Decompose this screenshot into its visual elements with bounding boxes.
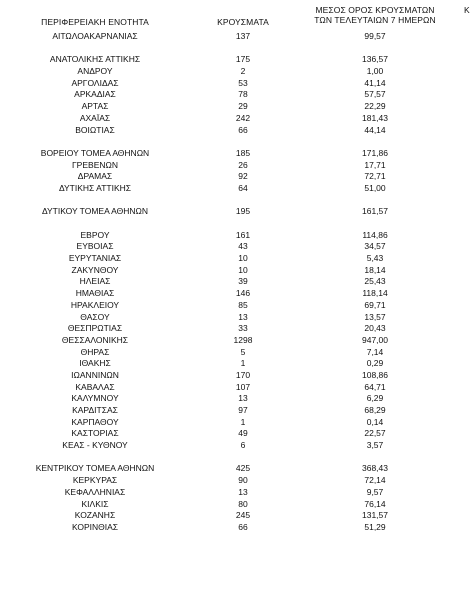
- cell-cases: 80: [238, 498, 248, 509]
- cell-cases: 107: [235, 381, 251, 392]
- cell-7day-average: 6,29: [366, 393, 384, 404]
- table-row: [0, 101, 471, 113]
- table-row: [0, 522, 471, 534]
- cell-7day-average: 64,71: [364, 381, 386, 392]
- cell-region: ΚΕΡΚΥΡΑΣ: [72, 475, 118, 486]
- cell-7day-average: 7,14: [366, 346, 384, 357]
- cell-region: ΑΡΓΟΛΙΔΑΣ: [71, 77, 119, 88]
- cell-7day-average: 34,57: [364, 241, 386, 252]
- cell-7day-average: 22,29: [364, 101, 386, 112]
- cell-cases: 242: [235, 112, 251, 123]
- cell-region: ΒΟΡΕΙΟΥ ΤΟΜΕΑ ΑΘΗΝΩΝ: [40, 147, 150, 158]
- cell-7day-average: 57,57: [364, 89, 386, 100]
- cell-cases: 1: [240, 358, 246, 369]
- cell-7day-average: 20,43: [364, 323, 386, 334]
- column-header-7day-average: [300, 5, 450, 25]
- cell-cases: 146: [235, 288, 251, 299]
- cell-region: ΑΡΤΑΣ: [81, 101, 109, 112]
- cell-region: ΘΑΣΟΥ: [80, 311, 110, 322]
- table-row: [0, 475, 471, 487]
- cell-7day-average: 68,29: [364, 405, 386, 415]
- cell-cases: 425: [235, 463, 251, 474]
- table-row: [0, 510, 471, 522]
- cell-region: ΑΧΑΪΑΣ: [79, 112, 111, 123]
- cell-region: ΚΑΒΑΛΑΣ: [75, 381, 115, 392]
- cell-cases: 90: [238, 475, 248, 486]
- cell-region: ΑΙΤΩΛΟΑΚΑΡΝΑΝΙΑΣ: [52, 31, 138, 41]
- cell-cases: 53: [238, 77, 248, 88]
- table-row: [0, 66, 471, 78]
- cell-cases: 10: [238, 264, 248, 275]
- cell-7day-average: 72,71: [364, 171, 386, 182]
- cell-region: ΚΑΡΔΙΤΣΑΣ: [72, 405, 118, 415]
- cell-cases: 185: [235, 147, 251, 158]
- column-header-cut-off: Κ: [464, 5, 470, 15]
- cell-region: ΘΗΡΑΣ: [80, 346, 110, 357]
- table-spacer-row: [0, 452, 471, 464]
- cell-region: ΗΜΑΘΙΑΣ: [75, 288, 115, 299]
- table-row: [0, 160, 471, 172]
- table-row: [0, 312, 471, 324]
- cell-cases: 66: [238, 521, 248, 532]
- table-row: [0, 265, 471, 277]
- cell-region: ΗΡΑΚΛΕΙΟΥ: [70, 299, 120, 310]
- cell-cases: 85: [238, 299, 248, 310]
- cell-7day-average: 3,57: [366, 440, 384, 451]
- cell-7day-average: 0,14: [366, 416, 384, 427]
- cell-region: ΕΥΡΥΤΑΝΙΑΣ: [68, 253, 122, 264]
- cell-cases: 26: [238, 159, 248, 170]
- cell-region: ΑΝΔΡΟΥ: [77, 66, 113, 77]
- cell-cases: 78: [238, 89, 248, 100]
- cell-7day-average: 171,86: [362, 147, 388, 158]
- cell-region: ΕΒΡΟΥ: [80, 229, 110, 240]
- table-row: [0, 487, 471, 499]
- table-row: [0, 288, 471, 300]
- cell-region: ΚΙΛΚΙΣ: [81, 498, 109, 509]
- table-row: [0, 276, 471, 288]
- cell-cases: 175: [235, 54, 251, 65]
- cell-region: ΚΑΛΥΜΝΟΥ: [71, 393, 119, 404]
- cell-7day-average: 51,29: [364, 521, 386, 532]
- table-body: [0, 31, 471, 534]
- table-row: [0, 253, 471, 265]
- table-row: [0, 382, 471, 394]
- table-row: [0, 206, 471, 218]
- cell-7day-average: 76,14: [364, 498, 386, 509]
- table-row: [0, 125, 471, 137]
- cell-region: ΗΛΕΙΑΣ: [79, 276, 111, 287]
- cell-cases: 13: [238, 393, 248, 404]
- cell-cases: 10: [238, 253, 248, 264]
- cell-7day-average: 69,71: [364, 299, 386, 310]
- cell-region: ΘΕΣΣΑΛΟΝΙΚΗΣ: [61, 334, 129, 345]
- column-header-region: ΠΕΡΙΦΕΡΕΙΑΚΗ ΕΝΟΤΗΤΑ: [41, 17, 149, 27]
- cell-7day-average: 181,43: [362, 112, 388, 123]
- table-row: [0, 31, 471, 43]
- cell-region: ΔΥΤΙΚΟΥ ΤΟΜΕΑ ΑΘΗΝΩΝ: [41, 206, 149, 217]
- table-row: [0, 300, 471, 312]
- table-row: [0, 417, 471, 429]
- cell-cases: 137: [235, 31, 251, 41]
- cell-cases: 33: [238, 323, 248, 334]
- column-header-cases: ΚΡΟΥΣΜΑΤΑ: [217, 17, 269, 27]
- table-row: [0, 370, 471, 382]
- table-row: [0, 230, 471, 242]
- table-row: [0, 78, 471, 90]
- cell-cases: 195: [235, 206, 251, 217]
- table-row: [0, 54, 471, 66]
- cell-7day-average: 99,57: [364, 31, 386, 41]
- cell-cases: 6: [240, 440, 246, 451]
- cell-region: ΕΥΒΟΙΑΣ: [76, 241, 114, 252]
- cell-7day-average: 17,71: [364, 159, 386, 170]
- table-row: [0, 113, 471, 125]
- cell-region: ΔΥΤΙΚΗΣ ΑΤΤΙΚΗΣ: [58, 182, 132, 193]
- cell-7day-average: 161,57: [362, 206, 388, 217]
- table-row: [0, 499, 471, 511]
- cell-cases: 64: [238, 182, 248, 193]
- cell-region: ΘΕΣΠΡΩΤΙΑΣ: [67, 323, 123, 334]
- cell-cases: 43: [238, 241, 248, 252]
- cell-7day-average: 118,14: [362, 288, 388, 299]
- cell-7day-average: 9,57: [366, 486, 384, 497]
- table-row: [0, 347, 471, 359]
- cell-7day-average: 5,43: [366, 253, 384, 264]
- cell-cases: 92: [238, 171, 248, 182]
- cell-7day-average: 108,86: [362, 369, 388, 380]
- cell-7day-average: 1,00: [366, 66, 384, 77]
- table-row: [0, 241, 471, 253]
- cell-cases: 13: [238, 486, 248, 497]
- cell-7day-average: 114,86: [362, 229, 388, 240]
- cell-7day-average: 13,57: [364, 311, 386, 322]
- cell-cases: 66: [238, 124, 248, 135]
- table-row: [0, 440, 471, 452]
- cell-region: ΙΩΑΝΝΙΝΩΝ: [71, 369, 119, 380]
- table-row: [0, 323, 471, 335]
- cell-region: ΙΘΑΚΗΣ: [79, 358, 111, 369]
- table-row: [0, 335, 471, 347]
- cell-cases: 5: [240, 346, 246, 357]
- cell-region: ΚΟΖΑΝΗΣ: [74, 510, 116, 521]
- cell-region: ΑΡΚΑΔΙΑΣ: [74, 89, 116, 100]
- cell-cases: 161: [235, 229, 251, 240]
- table-row: [0, 393, 471, 405]
- cell-7day-average: 25,43: [364, 276, 386, 287]
- cell-7day-average: 136,57: [362, 54, 388, 65]
- cell-region: ΔΡΑΜΑΣ: [77, 171, 113, 182]
- cell-cases: 2: [240, 66, 246, 77]
- cell-7day-average: 72,14: [364, 475, 386, 486]
- cell-cases: 97: [238, 405, 248, 415]
- cell-7day-average: 0,29: [366, 358, 384, 369]
- table-header: [0, 0, 471, 30]
- cell-region: ΓΡΕΒΕΝΩΝ: [72, 159, 118, 170]
- cell-7day-average: 18,14: [364, 264, 386, 275]
- table-row: [0, 171, 471, 183]
- table-row: [0, 405, 471, 417]
- cell-region: ΚΕΦΑΛΛΗΝΙΑΣ: [64, 486, 126, 497]
- table-spacer-row: [0, 218, 471, 230]
- cell-7day-average: 51,00: [364, 182, 386, 193]
- table-row: [0, 358, 471, 370]
- cell-cases: 245: [235, 510, 251, 521]
- table-row: [0, 148, 471, 160]
- cell-cases: 13: [238, 311, 248, 322]
- cell-cases: 29: [238, 101, 248, 112]
- cell-region: ΚΟΡΙΝΘΙΑΣ: [71, 521, 119, 532]
- cell-region: ΚΕΝΤΡΙΚΟΥ ΤΟΜΕΑ ΑΘΗΝΩΝ: [35, 463, 155, 474]
- cell-region: ΑΝΑΤΟΛΙΚΗΣ ΑΤΤΙΚΗΣ: [49, 54, 141, 65]
- cell-cases: 170: [235, 369, 251, 380]
- column-header-7day-average-line2: ΤΩΝ ΤΕΛΕΥΤΑΙΩΝ 7 ΗΜΕΡΩΝ: [314, 15, 436, 25]
- table-row: [0, 89, 471, 101]
- table-row: [0, 183, 471, 195]
- table-row: [0, 428, 471, 440]
- cell-7day-average: 44,14: [364, 124, 386, 135]
- cell-7day-average: 947,00: [362, 334, 388, 345]
- table-spacer-row: [0, 43, 471, 55]
- cell-cases: 1: [240, 416, 246, 427]
- table-spacer-row: [0, 195, 471, 207]
- table-spacer-row: [0, 136, 471, 148]
- cell-cases: 49: [238, 428, 248, 439]
- cell-7day-average: 41,14: [364, 77, 386, 88]
- cell-cases: 1298: [233, 334, 253, 345]
- cell-region: ΚΑΡΠΑΘΟΥ: [71, 416, 119, 427]
- table-row: [0, 463, 471, 475]
- column-header-7day-average-line1: ΜΕΣΟΣ ΟΡΟΣ ΚΡΟΥΣΜΑΤΩΝ: [315, 5, 435, 15]
- cell-region: ΒΟΙΩΤΙΑΣ: [75, 124, 115, 135]
- cell-cases: 39: [238, 276, 248, 287]
- cell-region: ΚΑΣΤΟΡΙΑΣ: [71, 428, 119, 439]
- cell-7day-average: 368,43: [362, 463, 388, 474]
- cell-7day-average: 131,57: [362, 510, 388, 521]
- cell-region: ΖΑΚΥΝΘΟΥ: [71, 264, 119, 275]
- cell-7day-average: 22,57: [364, 428, 386, 439]
- cell-region: ΚΕΑΣ - ΚΥΘΝΟΥ: [62, 440, 128, 451]
